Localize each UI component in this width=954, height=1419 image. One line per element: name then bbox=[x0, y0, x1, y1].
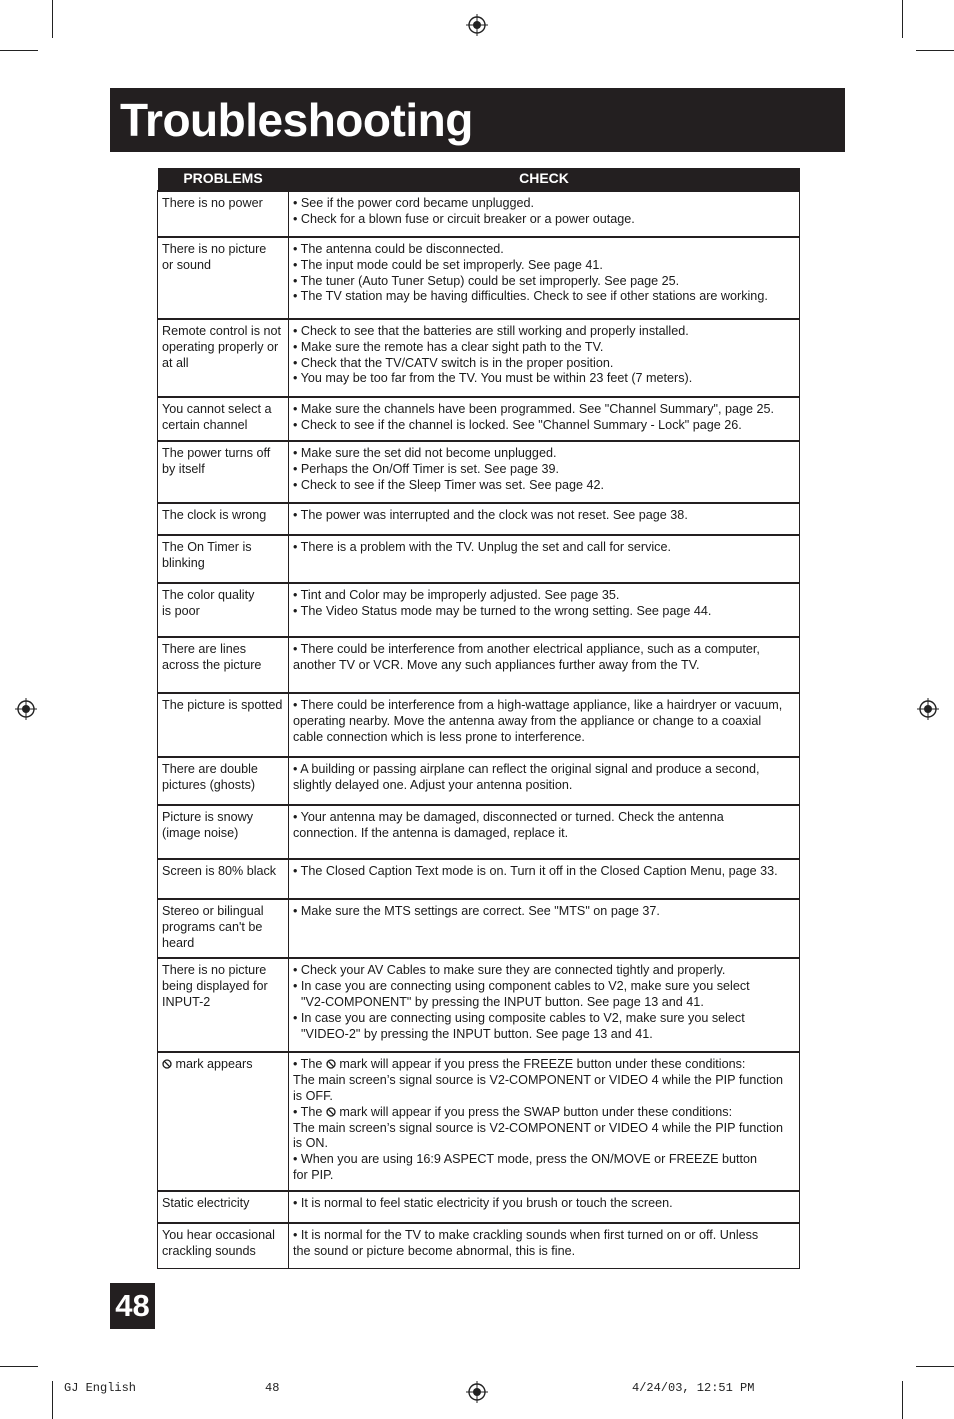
check-text: mark will appear if you press the FREEZE button under these conditions: bbox=[339, 1057, 746, 1072]
check-text: • The antenna could be disconnected. bbox=[293, 242, 504, 256]
problem-text: heard bbox=[162, 935, 195, 950]
table-row bbox=[158, 1191, 800, 1223]
check-cell bbox=[289, 1052, 800, 1190]
check-cell bbox=[289, 441, 800, 503]
table-row bbox=[158, 805, 800, 859]
check-text: "VIDEO-2" by pressing the INPUT button. See page 13 and 41. bbox=[301, 1026, 653, 1041]
table-row bbox=[158, 899, 800, 958]
check-text: • There could be interference from a high-wattage appliance, like a hairdryer or vacuum, bbox=[293, 698, 783, 712]
problem-cell bbox=[158, 237, 289, 319]
problem-text: The clock is wrong bbox=[162, 508, 267, 522]
table-row bbox=[158, 191, 800, 237]
problem-cell bbox=[158, 693, 289, 757]
problem-text: There are double bbox=[162, 762, 258, 776]
check-text: • The input mode could be set improperly. See page 41. bbox=[293, 257, 603, 272]
table-row bbox=[158, 319, 800, 397]
problem-cell bbox=[158, 859, 289, 899]
check-text: • There could be interference from another electrical appliance, such as a computer, bbox=[293, 642, 760, 656]
check-text: • Perhaps the On/Off Timer is set. See page 39. bbox=[293, 461, 559, 476]
problem-text: The On Timer is bbox=[162, 540, 252, 554]
table-row bbox=[158, 237, 800, 319]
problem-text: There are lines bbox=[162, 642, 246, 656]
registration-mark-icon bbox=[466, 1381, 488, 1403]
check-text: • Your antenna may be damaged, disconnected or turned. Check the antenna bbox=[293, 810, 724, 824]
problem-text: Remote control is not bbox=[162, 324, 281, 338]
problem-cell bbox=[158, 637, 289, 693]
check-text: • Make sure the set did not become unplugged. bbox=[293, 446, 557, 460]
problem-text: programs can't be bbox=[162, 919, 263, 934]
table-row bbox=[158, 535, 800, 583]
prohibited-icon bbox=[326, 1059, 336, 1069]
check-text: • Check to see if the channel is locked. See "Channel Summary - Lock" page 26. bbox=[293, 417, 742, 432]
table-row bbox=[158, 859, 800, 899]
check-cell bbox=[289, 535, 800, 583]
problem-text: blinking bbox=[162, 555, 205, 570]
crop-mark bbox=[916, 50, 954, 51]
check-text: mark will appear if you press the SWAP button under these conditions: bbox=[339, 1104, 733, 1119]
check-text: • The power was interrupted and the clock was not reset. See page 38. bbox=[293, 508, 688, 522]
problem-text: The picture is spotted bbox=[162, 698, 283, 712]
problem-text: The power turns off bbox=[162, 446, 271, 460]
problem-text: Screen is 80% black bbox=[162, 864, 277, 878]
crop-mark bbox=[916, 1366, 954, 1367]
table-header-row bbox=[158, 168, 800, 191]
check-text: • You may be too far from the TV. You must be within 23 feet (7 meters). bbox=[293, 371, 693, 386]
crop-mark bbox=[0, 50, 38, 51]
problem-line bbox=[162, 1057, 284, 1073]
problem-text: is poor bbox=[162, 603, 200, 618]
crop-mark bbox=[0, 1366, 38, 1367]
title-bar bbox=[110, 88, 845, 152]
check-text: • Check for a blown fuse or circuit breaker or a power outage. bbox=[293, 211, 635, 226]
check-text: • Check your AV Cables to make sure they are connected tightly and properly. bbox=[293, 963, 726, 978]
table-row bbox=[158, 583, 800, 637]
check-cell bbox=[289, 1223, 800, 1269]
registration-mark-icon bbox=[917, 698, 939, 720]
prohibited-icon bbox=[326, 1107, 336, 1117]
check-text: • The Video Status mode may be turned to the wrong setting. See page 44. bbox=[293, 603, 712, 618]
check-text: slightly delayed one. Adjust your antenna position. bbox=[293, 777, 573, 792]
check-text: • Check that the TV/CATV switch is in the proper position. bbox=[293, 355, 614, 370]
table-row bbox=[158, 958, 800, 1052]
problem-text: You hear occasional bbox=[162, 1227, 275, 1242]
check-text: The main screen’s signal source is V2-COMPONENT or VIDEO 4 while the PIP function bbox=[293, 1073, 783, 1088]
problem-cell bbox=[158, 1191, 289, 1223]
check-text: • A building or passing airplane can reflect the original signal and produce a second, bbox=[293, 762, 760, 776]
check-text: the sound or picture become abnormal, this is fine. bbox=[293, 1243, 576, 1258]
problem-cell bbox=[158, 319, 289, 397]
check-text: • It is normal to feel static electricity if you brush or touch the screen. bbox=[293, 1195, 673, 1210]
check-text: connection. If the antenna is damaged, replace it. bbox=[293, 825, 569, 840]
table-row bbox=[158, 1052, 800, 1190]
problem-text: Static electricity bbox=[162, 1195, 250, 1210]
check-cell bbox=[289, 237, 800, 319]
problem-text: There is no picture bbox=[162, 963, 267, 978]
check-cell bbox=[289, 637, 800, 693]
check-text: The main screen’s signal source is V2-COMPONENT or VIDEO 4 while the PIP function bbox=[293, 1120, 783, 1135]
footer-timestamp: 4/24/03, 12:51 PM bbox=[632, 1381, 755, 1395]
check-cell bbox=[289, 859, 800, 899]
check-text: is OFF. bbox=[293, 1088, 333, 1103]
table-row bbox=[158, 637, 800, 693]
check-text: • Tint and Color may be improperly adjusted. See page 35. bbox=[293, 588, 620, 602]
problem-text: There is no power bbox=[162, 196, 263, 210]
check-cell bbox=[289, 1191, 800, 1223]
crop-mark bbox=[902, 1381, 903, 1419]
prohibited-icon bbox=[162, 1059, 172, 1069]
crop-mark bbox=[902, 0, 903, 38]
header-problems: PROBLEMS bbox=[158, 168, 289, 191]
check-cell bbox=[289, 693, 800, 757]
check-text: operating nearby. Move the antenna away from the appliance or change to a coaxial bbox=[293, 713, 762, 728]
problem-cell bbox=[158, 503, 289, 535]
troubleshooting-table bbox=[157, 168, 800, 1269]
check-text: "V2-COMPONENT" by pressing the INPUT button. See page 13 and 41. bbox=[301, 994, 704, 1009]
problem-cell bbox=[158, 441, 289, 503]
check-cell bbox=[289, 757, 800, 805]
check-text: • The TV station may be having difficulties. Check to see if other stations are working. bbox=[293, 289, 768, 304]
table-body bbox=[158, 191, 800, 1269]
check-text: • Check to see that the batteries are still working and properly installed. bbox=[293, 324, 689, 338]
check-line bbox=[293, 1057, 795, 1073]
problem-cell bbox=[158, 757, 289, 805]
check-text: • There is a problem with the TV. Unplug the set and call for service. bbox=[293, 540, 671, 554]
check-text: • In case you are connecting using composite cables to V2, make sure you select bbox=[293, 1010, 745, 1025]
problem-text: Stereo or bilingual bbox=[162, 904, 264, 918]
table-row bbox=[158, 503, 800, 535]
check-text: • Make sure the remote has a clear sight path to the TV. bbox=[293, 339, 604, 354]
problem-text: You cannot select a bbox=[162, 402, 272, 416]
table-row bbox=[158, 757, 800, 805]
registration-mark-icon bbox=[466, 14, 488, 36]
check-text: • Make sure the channels have been programmed. See "Channel Summary", page 25. bbox=[293, 402, 774, 416]
crop-mark bbox=[52, 0, 53, 38]
problem-cell bbox=[158, 397, 289, 441]
check-text: another TV or VCR. Move any such appliances further away from the TV. bbox=[293, 657, 700, 672]
check-text: • See if the power cord became unplugged. bbox=[293, 196, 535, 210]
check-text: for PIP. bbox=[293, 1167, 334, 1182]
check-text: cable connection which is less prone to interference. bbox=[293, 729, 585, 744]
problem-cell bbox=[158, 1052, 289, 1190]
check-text: • Check to see if the Sleep Timer was set. See page 42. bbox=[293, 477, 605, 492]
check-line bbox=[293, 1105, 795, 1121]
problem-text: INPUT-2 bbox=[162, 994, 211, 1009]
table-row bbox=[158, 693, 800, 757]
problem-text: The color quality bbox=[162, 588, 255, 602]
table-row bbox=[158, 441, 800, 503]
check-text: • Make sure the MTS settings are correct. See "MTS" on page 37. bbox=[293, 904, 660, 918]
problem-text: crackling sounds bbox=[162, 1243, 256, 1258]
problem-text: being displayed for bbox=[162, 979, 268, 994]
problem-text: pictures (ghosts) bbox=[162, 777, 256, 792]
problem-text: operating properly or bbox=[162, 339, 279, 354]
problem-cell bbox=[158, 1223, 289, 1269]
check-cell bbox=[289, 319, 800, 397]
check-text: • The tuner (Auto Tuner Setup) could be set improperly. See page 25. bbox=[293, 273, 680, 288]
check-text: • The Closed Caption Text mode is on. Turn it off in the Closed Caption Menu, page 33. bbox=[293, 864, 778, 878]
problem-text: or sound bbox=[162, 257, 212, 272]
check-cell bbox=[289, 958, 800, 1052]
table-row bbox=[158, 1223, 800, 1269]
check-cell bbox=[289, 397, 800, 441]
problem-text: by itself bbox=[162, 461, 205, 476]
problem-text: (image noise) bbox=[162, 825, 239, 840]
header-check: CHECK bbox=[289, 168, 800, 191]
table-row bbox=[158, 397, 800, 441]
check-text: • It is normal for the TV to make crackling sounds when first turned on or off. Unless bbox=[293, 1227, 759, 1242]
footer-left: GJ English bbox=[64, 1381, 137, 1395]
check-cell bbox=[289, 191, 800, 237]
check-cell bbox=[289, 805, 800, 859]
check-cell bbox=[289, 503, 800, 535]
problem-cell bbox=[158, 535, 289, 583]
check-text: • The bbox=[293, 1104, 323, 1119]
problem-cell bbox=[158, 191, 289, 237]
problem-cell bbox=[158, 805, 289, 859]
check-cell bbox=[289, 899, 800, 958]
page-title: Troubleshooting bbox=[120, 94, 473, 146]
check-text: is ON. bbox=[293, 1136, 328, 1151]
problem-cell bbox=[158, 958, 289, 1052]
problem-cell bbox=[158, 899, 289, 958]
crop-mark bbox=[52, 1381, 53, 1419]
registration-mark-icon bbox=[15, 698, 37, 720]
check-text: • The bbox=[293, 1057, 323, 1072]
check-cell bbox=[289, 583, 800, 637]
check-text: • In case you are connecting using component cables to V2, make sure you select bbox=[293, 979, 750, 994]
check-text: • When you are using 16:9 ASPECT mode, press the ON/MOVE or FREEZE button bbox=[293, 1152, 758, 1167]
problem-text: There is no picture bbox=[162, 242, 267, 256]
problem-cell bbox=[158, 583, 289, 637]
problem-text: mark appears bbox=[172, 1057, 253, 1072]
problem-text: certain channel bbox=[162, 417, 248, 432]
page-number: 48 bbox=[110, 1283, 155, 1329]
problem-text: Picture is snowy bbox=[162, 810, 253, 824]
problem-text: at all bbox=[162, 355, 189, 370]
footer-page: 48 bbox=[265, 1381, 280, 1395]
problem-text: across the picture bbox=[162, 657, 262, 672]
